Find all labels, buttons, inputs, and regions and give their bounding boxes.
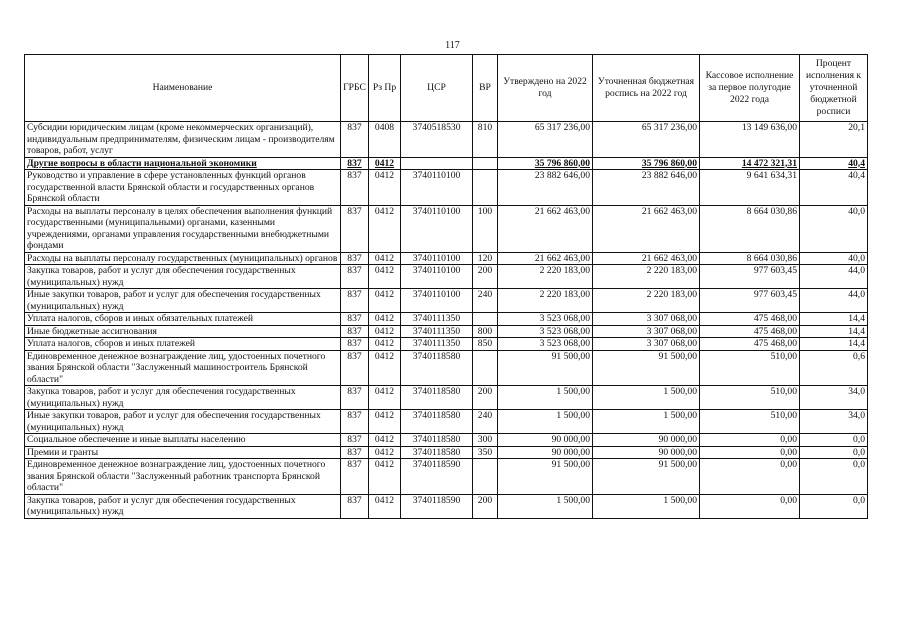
cell-name: Иные закупки товаров, работ и услуг для обеспечения государственных (муниципальных) нужд	[25, 289, 341, 313]
header-row	[25, 55, 868, 122]
cell-percent: 14,4	[800, 338, 868, 351]
cell-rzpr: 0412	[369, 410, 401, 434]
cell-approved: 91 500,00	[498, 350, 593, 386]
cell-approved: 1 500,00	[498, 386, 593, 410]
cell-percent: 34,0	[800, 410, 868, 434]
cell-refined: 21 662 463,00	[593, 205, 700, 252]
cell-percent: 0,0	[800, 446, 868, 459]
cell-rzpr: 0412	[369, 313, 401, 326]
table-row	[25, 170, 868, 206]
table-row	[25, 265, 868, 289]
cell-percent: 40,0	[800, 252, 868, 265]
header-cash: Кассовое исполнение за первое полугодие 2022 года	[700, 55, 800, 122]
cell-rzpr: 0412	[369, 325, 401, 338]
table-row	[25, 205, 868, 252]
cell-approved: 90 000,00	[498, 434, 593, 447]
cell-refined: 91 500,00	[593, 350, 700, 386]
cell-rzpr: 0412	[369, 338, 401, 351]
cell-csr: 3740118580	[401, 446, 473, 459]
table-row	[25, 459, 868, 495]
table-row	[25, 157, 868, 170]
cell-cash: 475 468,00	[700, 325, 800, 338]
cell-vr	[473, 157, 498, 170]
cell-approved: 1 500,00	[498, 410, 593, 434]
cell-csr: 3740118580	[401, 434, 473, 447]
cell-rzpr: 0412	[369, 205, 401, 252]
cell-approved: 1 500,00	[498, 494, 593, 518]
cell-approved: 21 662 463,00	[498, 252, 593, 265]
header-vr: ВР	[473, 55, 498, 122]
table-row	[25, 313, 868, 326]
cell-name: Социальное обеспечение и иные выплаты населению	[25, 434, 341, 447]
cell-rzpr: 0412	[369, 446, 401, 459]
header-percent: Процент исполнения к уточненной бюджетной росписи	[800, 55, 868, 122]
cell-name: Иные закупки товаров, работ и услуг для обеспечения государственных (муниципальных) нужд	[25, 410, 341, 434]
cell-grbs: 837	[341, 410, 369, 434]
cell-percent: 40,4	[800, 170, 868, 206]
cell-csr: 3740118580	[401, 350, 473, 386]
cell-percent: 0,0	[800, 494, 868, 518]
cell-cash: 13 149 636,00	[700, 122, 800, 158]
cell-cash: 8 664 030,86	[700, 252, 800, 265]
cell-name: Закупка товаров, работ и услуг для обеспечения государственных (муниципальных) нужд	[25, 494, 341, 518]
cell-grbs: 837	[341, 157, 369, 170]
cell-vr: 240	[473, 410, 498, 434]
cell-csr: 3740111350	[401, 338, 473, 351]
cell-grbs: 837	[341, 446, 369, 459]
header-refined: Уточненная бюджетная роспись на 2022 год	[593, 55, 700, 122]
cell-cash: 977 603,45	[700, 289, 800, 313]
cell-vr	[473, 459, 498, 495]
cell-percent: 44,0	[800, 265, 868, 289]
cell-csr: 3740118590	[401, 459, 473, 495]
cell-csr	[401, 157, 473, 170]
cell-percent: 44,0	[800, 289, 868, 313]
cell-csr: 3740111350	[401, 325, 473, 338]
cell-percent: 14,4	[800, 325, 868, 338]
cell-cash: 510,00	[700, 410, 800, 434]
cell-grbs: 837	[341, 265, 369, 289]
cell-percent: 0,0	[800, 434, 868, 447]
cell-refined: 1 500,00	[593, 410, 700, 434]
table-row	[25, 338, 868, 351]
cell-grbs: 837	[341, 289, 369, 313]
cell-name: Руководство и управление в сфере установленных функций органов государственной власти Брянской области и государственных органов Брянской области	[25, 170, 341, 206]
cell-name: Премии и гранты	[25, 446, 341, 459]
cell-approved: 65 317 236,00	[498, 122, 593, 158]
cell-vr	[473, 350, 498, 386]
cell-vr: 100	[473, 205, 498, 252]
cell-vr: 200	[473, 494, 498, 518]
cell-refined: 21 662 463,00	[593, 252, 700, 265]
cell-grbs: 837	[341, 325, 369, 338]
header-approved: Утверждено на 2022 год	[498, 55, 593, 122]
table-row	[25, 289, 868, 313]
cell-refined: 91 500,00	[593, 459, 700, 495]
page-number: 117	[445, 40, 460, 51]
cell-name: Уплата налогов, сборов и иных обязательных платежей	[25, 313, 341, 326]
header-grbs: ГРБС	[341, 55, 369, 122]
budget-table	[24, 54, 868, 519]
cell-refined: 35 796 860,00	[593, 157, 700, 170]
cell-cash: 0,00	[700, 459, 800, 495]
table-row	[25, 446, 868, 459]
cell-refined: 3 307 068,00	[593, 313, 700, 326]
header-name: Наименование	[25, 55, 341, 122]
cell-cash: 0,00	[700, 434, 800, 447]
table-row	[25, 494, 868, 518]
cell-vr: 850	[473, 338, 498, 351]
cell-csr: 3740118580	[401, 410, 473, 434]
cell-csr: 3740518530	[401, 122, 473, 158]
cell-percent: 0,0	[800, 459, 868, 495]
cell-percent: 0,6	[800, 350, 868, 386]
cell-approved: 23 882 646,00	[498, 170, 593, 206]
table-row	[25, 350, 868, 386]
header-csr: ЦСР	[401, 55, 473, 122]
cell-vr: 800	[473, 325, 498, 338]
cell-csr: 3740110100	[401, 289, 473, 313]
cell-refined: 3 307 068,00	[593, 338, 700, 351]
cell-approved: 91 500,00	[498, 459, 593, 495]
cell-refined: 2 220 183,00	[593, 289, 700, 313]
cell-cash: 475 468,00	[700, 338, 800, 351]
cell-refined: 2 220 183,00	[593, 265, 700, 289]
cell-cash: 0,00	[700, 494, 800, 518]
cell-rzpr: 0412	[369, 252, 401, 265]
table-row	[25, 325, 868, 338]
cell-refined: 3 307 068,00	[593, 325, 700, 338]
cell-cash: 9 641 634,31	[700, 170, 800, 206]
cell-vr: 120	[473, 252, 498, 265]
cell-approved: 90 000,00	[498, 446, 593, 459]
cell-cash: 0,00	[700, 446, 800, 459]
cell-approved: 3 523 068,00	[498, 313, 593, 326]
cell-approved: 3 523 068,00	[498, 325, 593, 338]
cell-cash: 510,00	[700, 386, 800, 410]
cell-grbs: 837	[341, 122, 369, 158]
cell-csr: 3740110100	[401, 265, 473, 289]
cell-rzpr: 0412	[369, 494, 401, 518]
cell-rzpr: 0412	[369, 434, 401, 447]
cell-rzpr: 0412	[369, 157, 401, 170]
cell-percent: 34,0	[800, 386, 868, 410]
cell-percent: 14,4	[800, 313, 868, 326]
table-row	[25, 410, 868, 434]
cell-approved: 35 796 860,00	[498, 157, 593, 170]
cell-name: Расходы на выплаты персоналу в целях обеспечения выполнения функций государственными (муниципальными) органами, казенными учреждениями, органами управления государственными внебюджетными фондами	[25, 205, 341, 252]
table-row	[25, 434, 868, 447]
cell-name: Уплата налогов, сборов и иных платежей	[25, 338, 341, 351]
cell-cash: 8 664 030,86	[700, 205, 800, 252]
cell-percent: 20,1	[800, 122, 868, 158]
cell-grbs: 837	[341, 205, 369, 252]
cell-grbs: 837	[341, 434, 369, 447]
cell-grbs: 837	[341, 313, 369, 326]
cell-csr: 3740110100	[401, 170, 473, 206]
cell-csr: 3740111350	[401, 313, 473, 326]
cell-vr: 200	[473, 386, 498, 410]
cell-rzpr: 0412	[369, 265, 401, 289]
cell-grbs: 837	[341, 350, 369, 386]
cell-rzpr: 0412	[369, 386, 401, 410]
cell-refined: 23 882 646,00	[593, 170, 700, 206]
cell-approved: 2 220 183,00	[498, 265, 593, 289]
cell-vr: 350	[473, 446, 498, 459]
cell-refined: 65 317 236,00	[593, 122, 700, 158]
cell-csr: 3740118590	[401, 494, 473, 518]
cell-rzpr: 0412	[369, 350, 401, 386]
cell-grbs: 837	[341, 386, 369, 410]
cell-vr: 200	[473, 265, 498, 289]
cell-name: Единовременное денежное вознаграждение лиц, удостоенных почетного звания Брянской области "Заслуженный работник транспорта Брянской области"	[25, 459, 341, 495]
cell-vr: 300	[473, 434, 498, 447]
cell-csr: 3740110100	[401, 205, 473, 252]
cell-vr	[473, 313, 498, 326]
cell-approved: 3 523 068,00	[498, 338, 593, 351]
cell-name: Закупка товаров, работ и услуг для обеспечения государственных (муниципальных) нужд	[25, 386, 341, 410]
cell-grbs: 837	[341, 170, 369, 206]
cell-approved: 21 662 463,00	[498, 205, 593, 252]
table-row	[25, 122, 868, 158]
cell-name: Субсидии юридическим лицам (кроме некоммерческих организаций), индивидуальным предпринимателям, физическим лицам - производителям товаров, работ, услуг	[25, 122, 341, 158]
cell-name: Другие вопросы в области национальной экономики	[25, 157, 341, 170]
cell-refined: 1 500,00	[593, 386, 700, 410]
cell-grbs: 837	[341, 459, 369, 495]
cell-vr: 810	[473, 122, 498, 158]
cell-name: Расходы на выплаты персоналу государственных (муниципальных) органов	[25, 252, 341, 265]
cell-vr: 240	[473, 289, 498, 313]
cell-vr	[473, 170, 498, 206]
cell-rzpr: 0408	[369, 122, 401, 158]
cell-refined: 1 500,00	[593, 494, 700, 518]
cell-name: Закупка товаров, работ и услуг для обеспечения государственных (муниципальных) нужд	[25, 265, 341, 289]
cell-cash: 14 472 321,31	[700, 157, 800, 170]
cell-grbs: 837	[341, 494, 369, 518]
cell-cash: 977 603,45	[700, 265, 800, 289]
cell-refined: 90 000,00	[593, 446, 700, 459]
cell-cash: 510,00	[700, 350, 800, 386]
cell-csr: 3740110100	[401, 252, 473, 265]
table-row	[25, 386, 868, 410]
table-row	[25, 252, 868, 265]
cell-rzpr: 0412	[369, 170, 401, 206]
cell-csr: 3740118580	[401, 386, 473, 410]
cell-rzpr: 0412	[369, 459, 401, 495]
cell-grbs: 837	[341, 252, 369, 265]
header-rzpr: Рз Пр	[369, 55, 401, 122]
cell-rzpr: 0412	[369, 289, 401, 313]
cell-name: Иные бюджетные ассигнования	[25, 325, 341, 338]
cell-grbs: 837	[341, 338, 369, 351]
cell-percent: 40,0	[800, 205, 868, 252]
cell-refined: 90 000,00	[593, 434, 700, 447]
cell-approved: 2 220 183,00	[498, 289, 593, 313]
cell-cash: 475 468,00	[700, 313, 800, 326]
cell-name: Единовременное денежное вознаграждение лиц, удостоенных почетного звания Брянской области "Заслуженный машиностроитель Брянской области"	[25, 350, 341, 386]
cell-percent: 40,4	[800, 157, 868, 170]
